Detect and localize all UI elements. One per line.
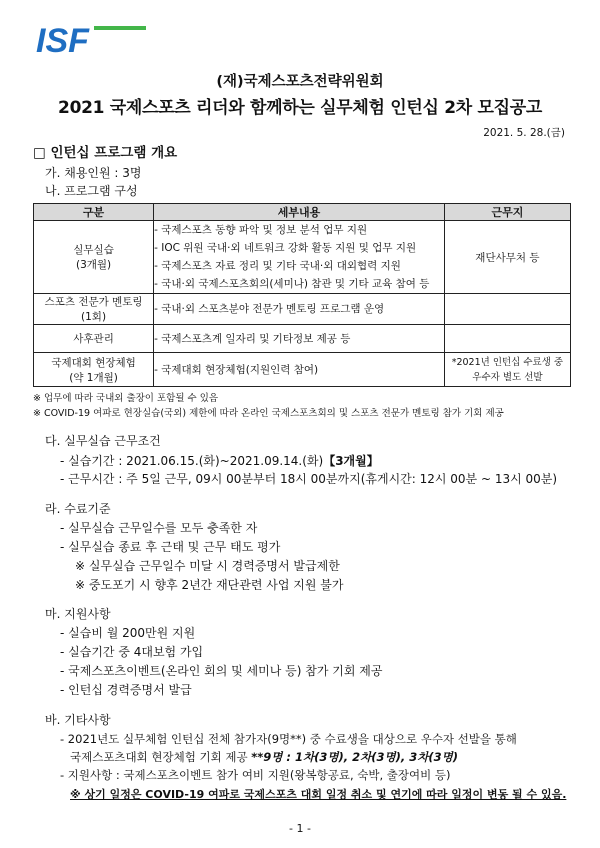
overview-heading: □ 인턴십 프로그램 개요 bbox=[33, 145, 178, 161]
table-header: 근무지 bbox=[444, 204, 570, 221]
organization-name: (재)국제스포츠전략위원회 bbox=[216, 74, 384, 90]
recruit-count: 가. 채용인원 : 3명 bbox=[45, 166, 142, 180]
row-location: 재단사무처 등 bbox=[444, 221, 570, 294]
table-header: 세부내용 bbox=[154, 204, 445, 221]
list-item: - 국제스포츠이벤트(온라인 회의 및 세미나 등) 참가 기회 제공 bbox=[60, 664, 383, 678]
row-category: 국제대회 현장체험 (약 1개월) bbox=[34, 353, 154, 387]
section-da-heading: 다. 실무실습 근무조건 bbox=[45, 434, 161, 448]
list-item: - 지원사항 : 국제스포츠이벤트 참가 여비 지원(왕복항공료, 숙박, 출장여비 등) bbox=[60, 768, 451, 782]
document-date: 2021. 5. 28.(금) bbox=[483, 127, 565, 139]
table-header-row bbox=[34, 204, 571, 221]
training-period: - 실습기간 : 2021.06.15.(화)~2021.09.14.(화)【3개월】 bbox=[60, 454, 379, 468]
table-row bbox=[34, 294, 571, 325]
program-composition: 나. 프로그램 구성 bbox=[45, 184, 138, 198]
program-table bbox=[33, 203, 571, 387]
list-item: - 인턴십 경력증명서 발급 bbox=[60, 683, 192, 697]
row-details: - 국내·외 스포츠분야 전문가 멘토링 프로그램 운영 bbox=[154, 294, 445, 325]
row-details: - 국제스포츠 동향 파악 및 정보 분석 업무 지원 - IOC 위원 국내·외 네트워크 강화 활동 지원 및 업무 지원 - 국제스포츠 자료 정리 및 기타 국내·외 대외협력 지원 - 국내·외 국제스포츠회의(세미나) 참관 및 기타 교육 참여 등 bbox=[154, 221, 445, 294]
table-row bbox=[34, 325, 571, 353]
row-details: - 국제대회 현장체험(지원인력 참여) bbox=[154, 353, 445, 387]
sub-note: ※ 중도포기 시 향후 2년간 재단관련 사업 지원 불가 bbox=[75, 578, 344, 592]
list-item: - 2021년도 실무체험 인턴십 전체 참가자(9명**) 중 수료생을 대상으로 우수자 선발을 통해 bbox=[60, 732, 517, 746]
page-number: - 1 - bbox=[289, 822, 311, 835]
row-category: 실무실습 (3개월) bbox=[34, 221, 154, 294]
logo-text: ISF bbox=[36, 22, 89, 58]
working-hours: - 근무시간 : 주 5일 근무, 09시 00분부터 18시 00분까지(휴게시간: 12시 00분 ~ 13시 00분) bbox=[60, 472, 558, 486]
list-item: - 실습비 월 200만원 지원 bbox=[60, 626, 196, 640]
row-category: 사후관리 bbox=[34, 325, 154, 353]
note-covid: ※ COVID-19 여파로 현장실습(국외) 제한에 따라 온라인 국제스포츠회의 및 스포츠 전문가 멘토링 참가 기회 제공 bbox=[33, 408, 504, 419]
row-category: 스포츠 전문가 멘토링 (1회) bbox=[34, 294, 154, 325]
list-item: - 실무실습 근무일수를 모두 충족한 자 bbox=[60, 521, 258, 535]
document-title: 2021 국제스포츠 리더와 함께하는 실무체험 인턴십 2차 모집공고 bbox=[58, 98, 542, 118]
list-item-continued: 국제스포츠대회 현장체험 기회 제공 **9명 : 1차(3명), 2차(3명), 3차(3명) bbox=[70, 750, 458, 764]
table-header: 구분 bbox=[34, 204, 154, 221]
section-ba-heading: 바. 기타사항 bbox=[45, 713, 111, 727]
note-travel: ※ 업무에 따라 국내외 출장이 포함될 수 있음 bbox=[33, 393, 219, 404]
list-item: - 실습기간 중 4대보험 가입 bbox=[60, 645, 204, 659]
isf-logo bbox=[34, 22, 152, 58]
warning-note: ※ 상기 일정은 COVID-19 여파로 국제스포츠 대회 일정 취소 및 연기에 따라 일정이 변동 될 수 있음. bbox=[70, 788, 567, 801]
table-row bbox=[34, 221, 571, 294]
row-location bbox=[444, 325, 570, 353]
list-item: - 실무실습 종료 후 근태 및 근무 태도 평가 bbox=[60, 540, 281, 554]
section-ma-heading: 마. 지원사항 bbox=[45, 607, 111, 621]
row-location: *2021년 인턴십 수료생 중 우수자 별도 선발 bbox=[444, 353, 570, 387]
row-details: - 국제스포츠계 일자리 및 기타정보 제공 등 bbox=[154, 325, 445, 353]
section-ra-heading: 라. 수료기준 bbox=[45, 502, 111, 516]
table-row bbox=[34, 353, 571, 387]
sub-note: ※ 실무실습 근무일수 미달 시 경력증명서 발급제한 bbox=[75, 559, 340, 573]
row-location bbox=[444, 294, 570, 325]
